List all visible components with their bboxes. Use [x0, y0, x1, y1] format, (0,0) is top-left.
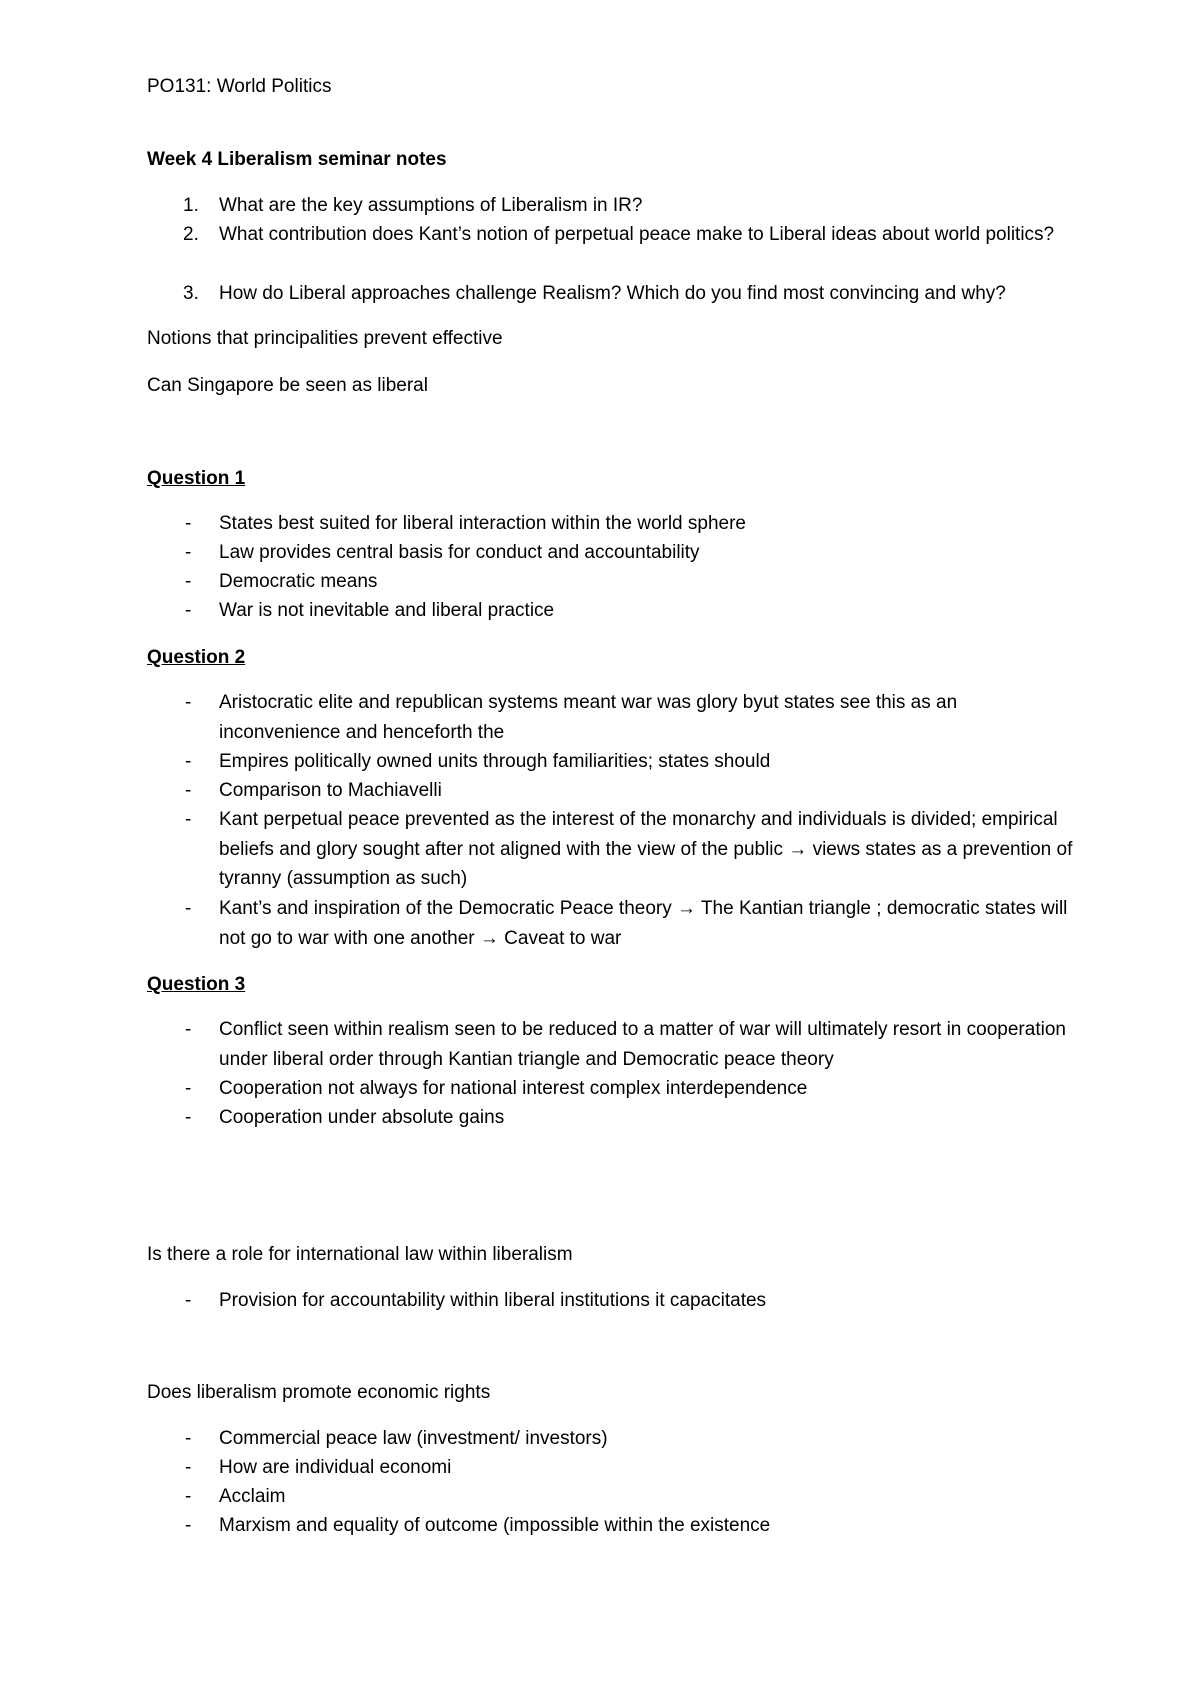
note-line: Notions that principalities prevent effective: [147, 328, 503, 349]
bullet-dash: -: [185, 1019, 192, 1040]
list-item: States best suited for liberal interaction within the world sphere: [219, 513, 746, 534]
bullet-dash: -: [185, 513, 192, 534]
list-item: Kant perpetual peace prevented as the interest of the monarchy and individuals is divided; empirical beliefs and glory sought after not aligned with the view of the public → views states as a prevention of tyranny (assumption as such): [219, 809, 1073, 889]
discussion-question: Does liberalism promote economic rights: [147, 1382, 491, 1403]
note-line: Can Singapore be seen as liberal: [147, 375, 428, 396]
bullet-dash: -: [185, 1078, 192, 1099]
question-item: What contribution does Kant’s notion of perpetual peace make to Liberal ideas about world politics?: [219, 224, 1055, 245]
section-heading: Question 3: [147, 974, 246, 995]
list-item: Acclaim: [219, 1486, 286, 1507]
section-heading: Question 1: [147, 468, 246, 489]
list-item: Aristocratic elite and republican systems meant war was glory byut states see this as an inconvenience and henceforth the: [219, 692, 958, 743]
bullet-dash: -: [185, 1290, 192, 1311]
list-number: 3.: [183, 283, 199, 304]
question-item: What are the key assumptions of Liberalism in IR?: [219, 195, 643, 216]
bullet-dash: -: [185, 692, 192, 713]
bullet-dash: -: [185, 1486, 192, 1507]
bullet-dash: -: [185, 1515, 192, 1536]
bullet-dash: -: [185, 780, 192, 801]
document-heading: Week 4 Liberalism seminar notes: [147, 149, 447, 170]
list-item: Commercial peace law (investment/ investors): [219, 1428, 608, 1449]
bullet-dash: -: [185, 542, 192, 563]
list-item: Provision for accountability within liberal institutions it capacitates: [219, 1290, 767, 1311]
list-item: Marxism and equality of outcome (impossible within the existence: [219, 1515, 771, 1536]
question-item: How do Liberal approaches challenge Realism? Which do you find most convincing and why?: [219, 283, 1006, 304]
list-item: Kant’s and inspiration of the Democratic Peace theory → The Kantian triangle ; democratic states will not go to war with one another → Caveat to war: [219, 898, 1068, 949]
list-item: War is not inevitable and liberal practice: [219, 600, 555, 621]
course-title: PO131: World Politics: [147, 76, 332, 97]
list-number: 2.: [183, 224, 199, 245]
bullet-dash: -: [185, 1457, 192, 1478]
list-item: Cooperation under absolute gains: [219, 1107, 505, 1128]
list-item: Law provides central basis for conduct and accountability: [219, 542, 700, 563]
bullet-dash: -: [185, 1107, 192, 1128]
bullet-dash: -: [185, 898, 192, 919]
list-item: Cooperation not always for national interest complex interdependence: [219, 1078, 808, 1099]
list-item: Conflict seen within realism seen to be reduced to a matter of war will ultimately resort in cooperation under liberal order through Kantian triangle and Democratic peace theory: [219, 1019, 1066, 1070]
bullet-dash: -: [185, 600, 192, 621]
bullet-dash: -: [185, 809, 192, 830]
section-heading: Question 2: [147, 647, 246, 668]
bullet-dash: -: [185, 571, 192, 592]
discussion-question: Is there a role for international law within liberalism: [147, 1244, 573, 1265]
list-number: 1.: [183, 195, 199, 216]
list-item: Democratic means: [219, 571, 378, 592]
list-item: Empires politically owned units through familiarities; states should: [219, 751, 771, 772]
list-item: Comparison to Machiavelli: [219, 780, 442, 801]
bullet-dash: -: [185, 1428, 192, 1449]
list-item: How are individual economi: [219, 1457, 452, 1478]
bullet-dash: -: [185, 751, 192, 772]
